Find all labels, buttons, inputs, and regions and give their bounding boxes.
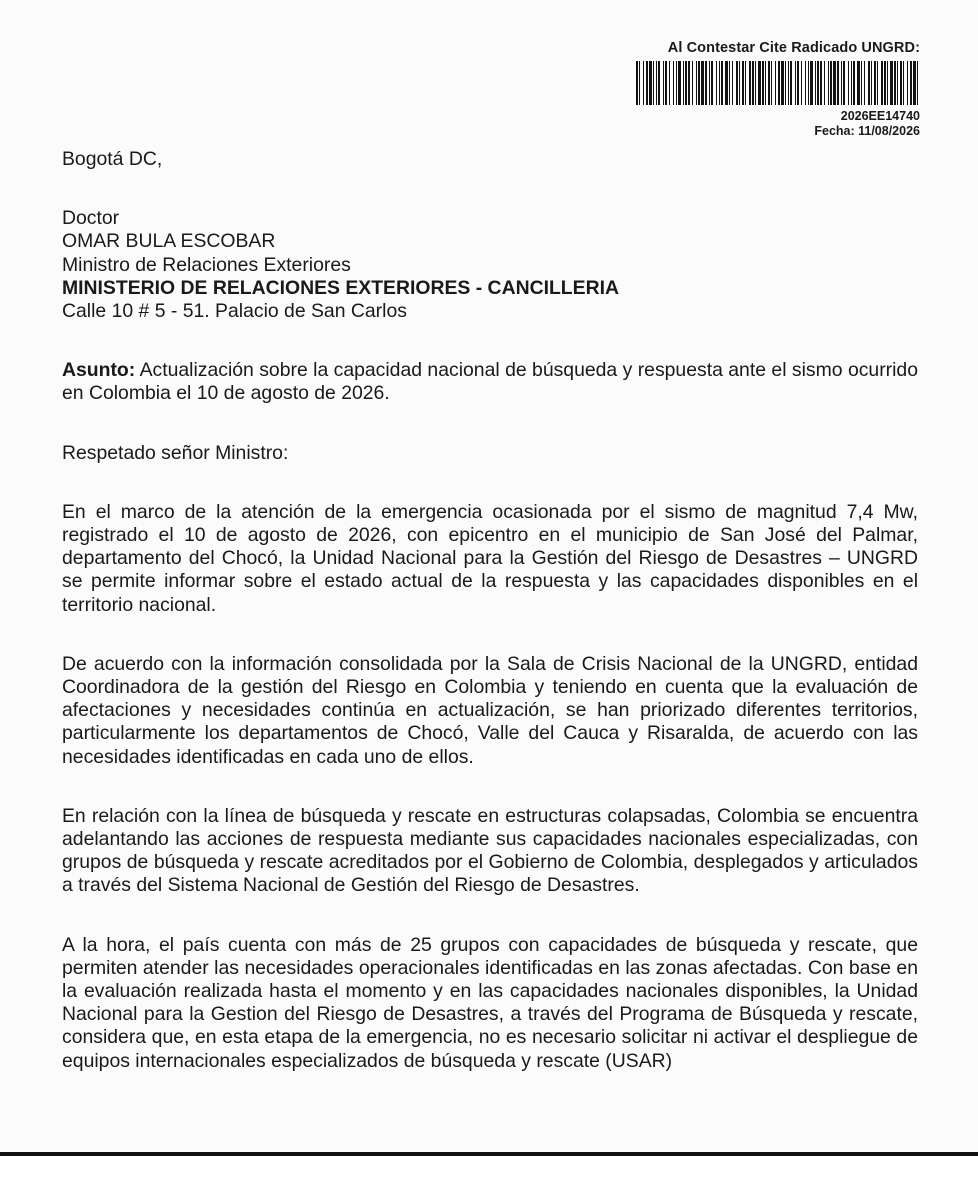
subject-label: Asunto:	[62, 359, 136, 382]
subject	[62, 359, 918, 405]
recipient-entity: MINISTERIO DE RELACIONES EXTERIORES - CANCILLERIA	[62, 276, 619, 299]
recipient-title: Doctor	[62, 207, 120, 230]
bottom-border	[0, 1152, 978, 1204]
recipient-position: Ministro de Relaciones Exteriores	[62, 253, 351, 276]
radicado-number: 2026EE14740	[840, 109, 920, 123]
letter-body	[62, 148, 918, 1073]
recipient-block	[62, 207, 918, 323]
body-paragraph-4: A la hora, el país cuenta con más de 25 grupos con capacidades de búsqueda y rescate, que permiten atender las necesidades operacionales identificadas en las zonas afectadas. Con base en la evaluación realizada hasta el momento y en las capacidades nacionales disponibles, la Unidad Nacional para la Gestion del Riesgo de Desastres, a través del Programa de Búsqueda y rescate, considera que, en esta etapa de la emergencia, no es necesario solicitar ni activar el despliegue de equipos internacionales especializados de búsqueda y rescate (USAR)	[62, 933, 918, 1072]
recipient-name: OMAR BULA ESCOBAR	[62, 230, 276, 253]
body-paragraph-1: En el marco de la atención de la emergencia ocasionada por el sismo de magnitud 7,4 Mw, registrado el 10 de agosto de 2026, con epicentro en el municipio de San José del Palmar, departamento del Chocó, la Unidad Nacional para la Gestión del Riesgo de Desastres – UNGRD se permite informar sobre el estado actual de la respuesta y las capacidades disponibles en el territorio nacional.	[62, 500, 918, 616]
subject-text: Actualización sobre la capacidad nacional de búsqueda y respuesta ante el sismo ocurrido en Colombia el 10 de agosto de 2026.	[62, 359, 918, 405]
recipient-address: Calle 10 # 5 - 51. Palacio de San Carlos	[62, 300, 407, 323]
letter-place: Bogotá DC,	[62, 148, 163, 170]
salutation: Respetado señor Ministro:	[62, 441, 289, 464]
barcode	[636, 61, 920, 105]
body-paragraph-2: De acuerdo con la información consolidada por la Sala de Crisis Nacional de la UNGRD, entidad Coordinadora de la gestión del Riesgo en Colombia y teniendo en cuenta que la evaluación de afectaciones y necesidades continúa en actualización, se han priorizado diferentes territorios, particularmente los departamentos de Chocó, Valle del Cauca y Risaralda, de acuerdo con las necesidades identificadas en cada uno de ellos.	[62, 652, 918, 768]
radicado-stamp-title: Al Contestar Cite Radicado UNGRD:	[667, 40, 920, 56]
body-paragraph-3: En relación con la línea de búsqueda y rescate en estructuras colapsadas, Colombia se encuentra adelantando las acciones de respuesta mediante sus capacidades nacionales especializadas, con grupos de búsqueda y rescate acreditados por el Gobierno de Colombia, desplegados y articulados a través del Sistema Nacional de Gestión del Riesgo de Desastres.	[62, 804, 918, 897]
radicado-stamp	[630, 40, 920, 138]
radicado-date: Fecha: 11/08/2026	[814, 124, 920, 138]
